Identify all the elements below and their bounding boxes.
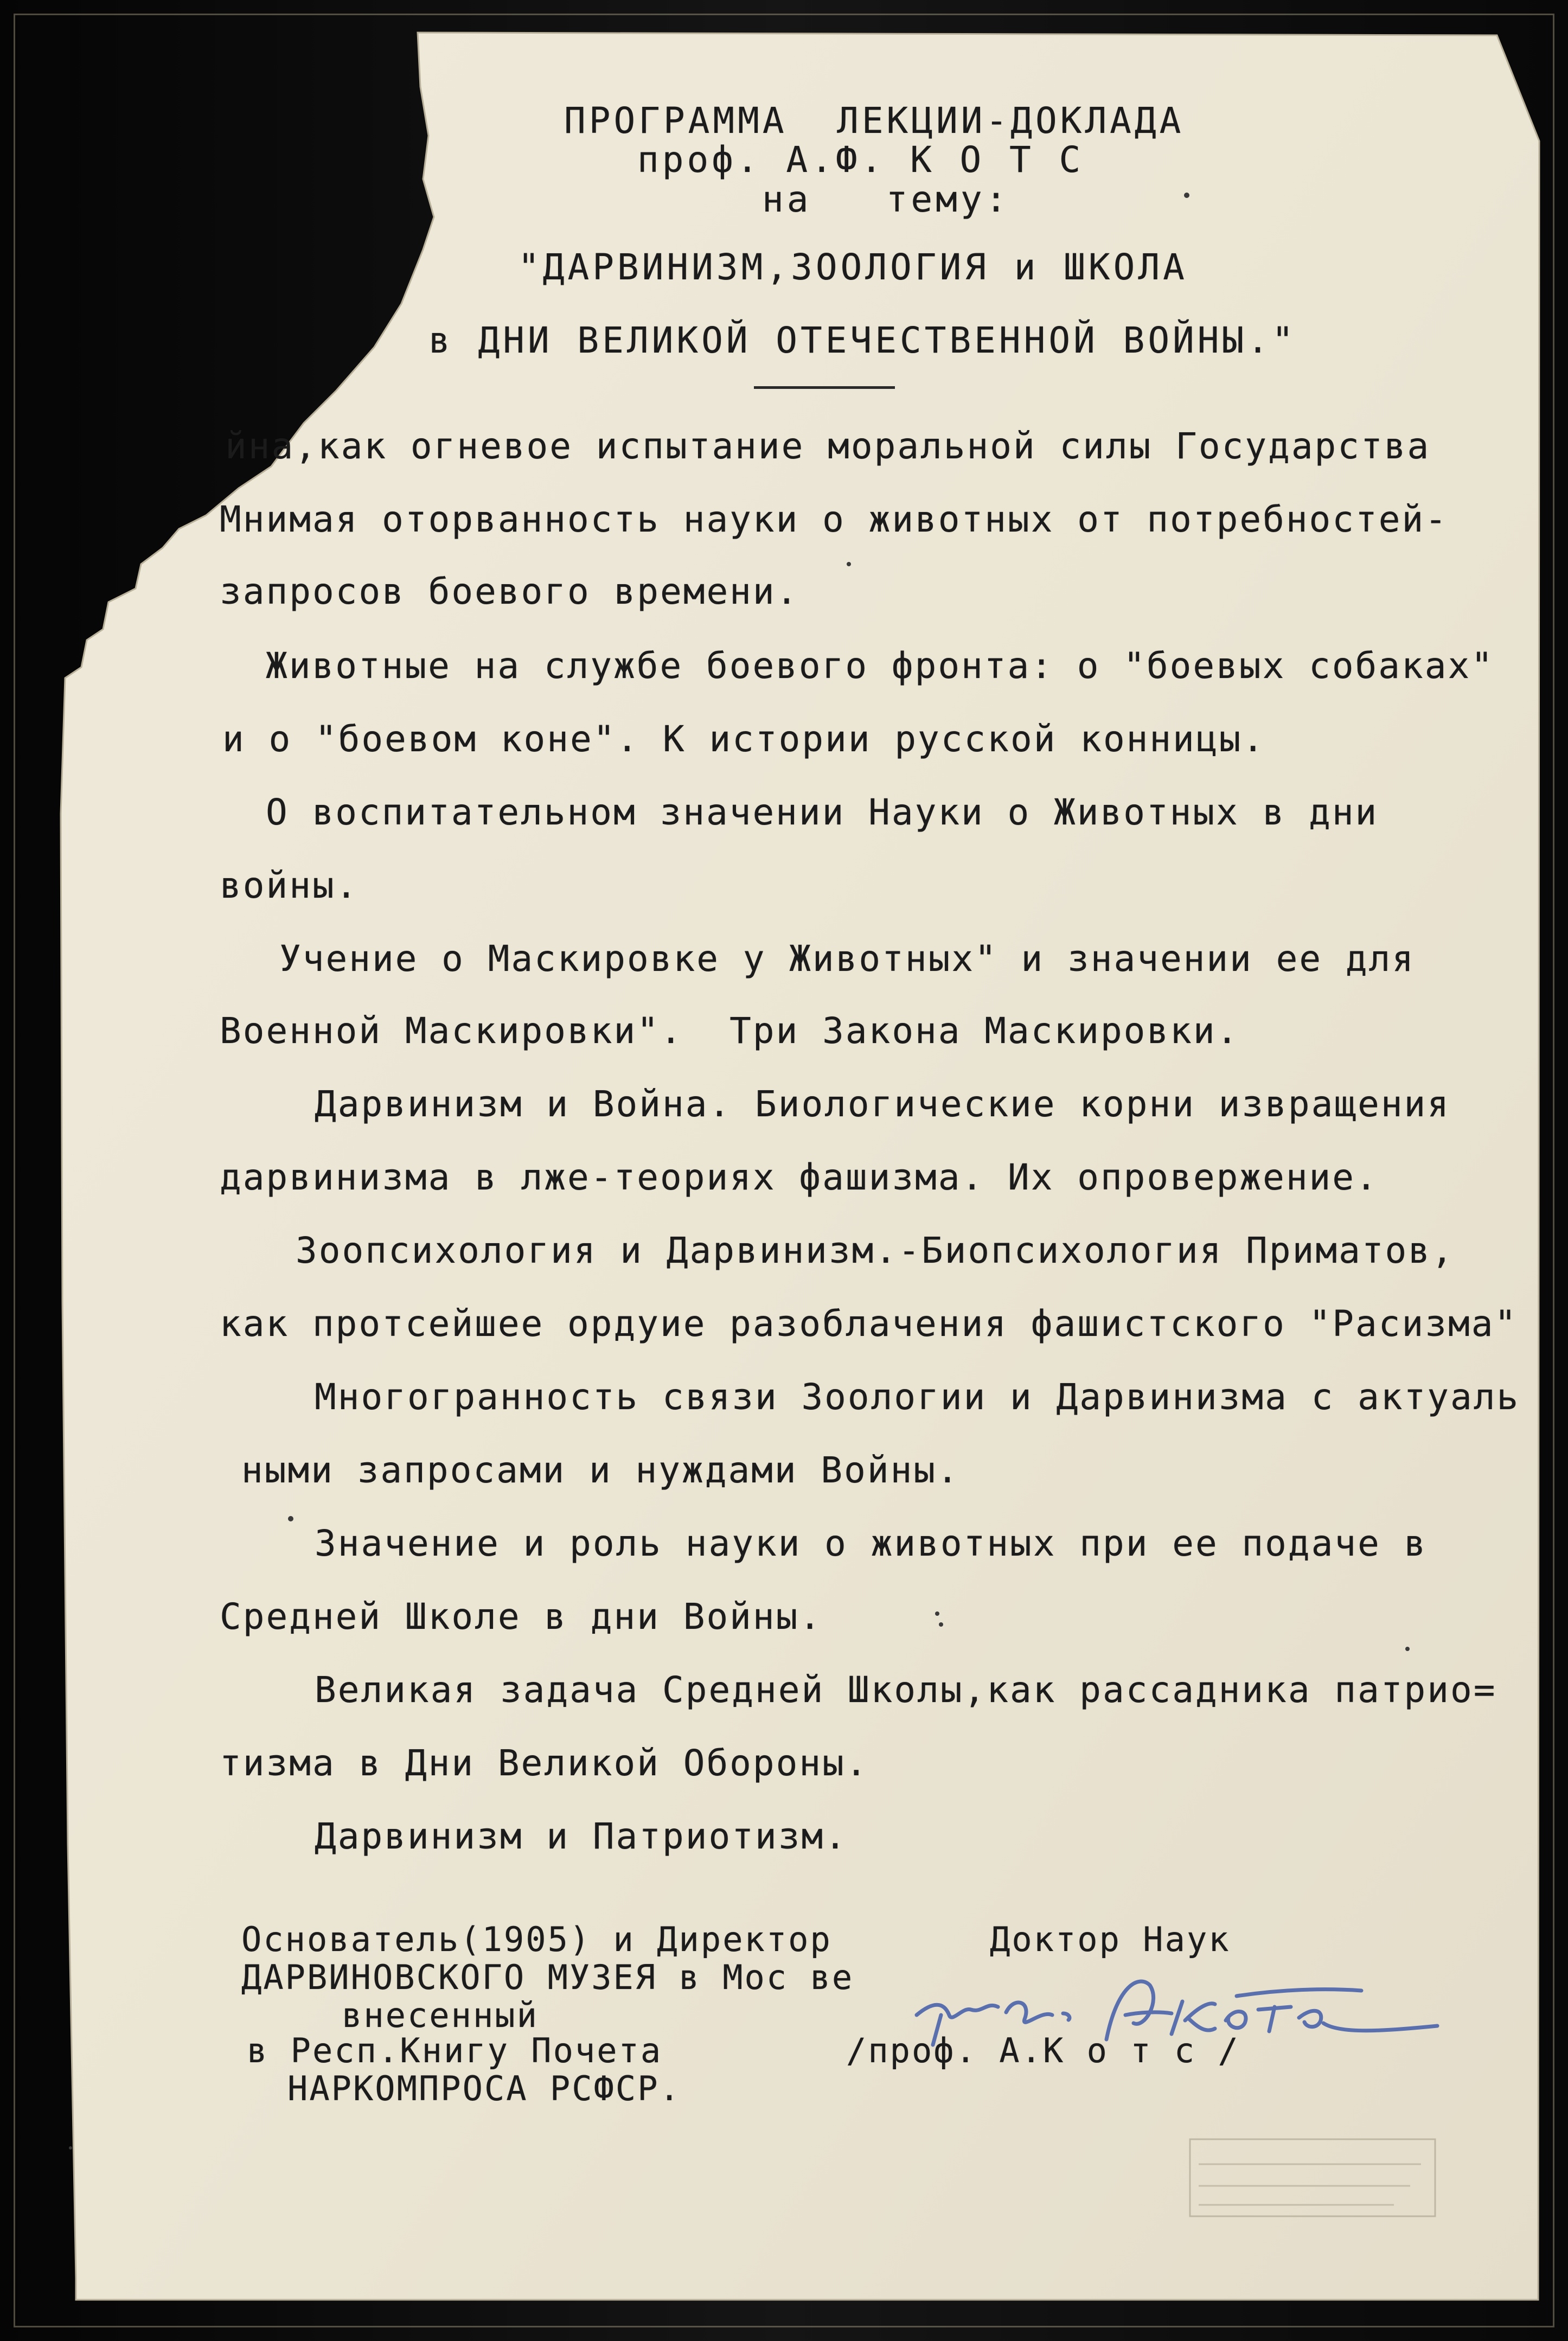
body-line-13: как протсейшее ордуие разоблачения фашистского "Расизма"	[220, 1303, 1518, 1345]
header-line-2: проф. А.Ф. К О Т С	[637, 139, 1084, 181]
body-line-7: войны.	[220, 865, 359, 906]
body-line-8: Учение о Маскировке у Животных" и значении ее для	[279, 938, 1416, 980]
body-line-11: дарвинизма в лже-теориях фашизма. Их опровержение.	[220, 1156, 1379, 1198]
title-line-1: "ДАРВИНИЗМ,ЗООЛОГИЯ и ШКОЛА	[518, 246, 1188, 288]
footer-left-line-5: НАРКОМПРОСА РСФСР.	[287, 2069, 681, 2108]
body-line-3: запросов боевого времени.	[220, 571, 799, 612]
title-line-2: в ДНИ ВЕЛИКОЙ ОТЕЧЕСТВЕННОЙ ВОЙНЫ."	[428, 319, 1297, 361]
footer-left-line-3: внесенный	[342, 1995, 539, 2035]
body-line-4: Животные на службе боевого фронта: о "боевых собаках"	[266, 645, 1494, 687]
body-line-6: О воспитательном значении Науки о Животных в дни	[266, 791, 1379, 833]
body-line-2: Мнимая оторванность науки о животных от потребностей-	[220, 498, 1448, 540]
body-line-16: Значение и роль науки о животных при ее подаче в	[315, 1523, 1428, 1564]
body-line-9: Военной Маскировки". Три Закона Маскировки.	[220, 1010, 1240, 1052]
header-line-3: на тему:	[762, 178, 1010, 220]
body-line-19: тизма в Дни Великой Обороны.	[220, 1742, 869, 1784]
body-line-1: йна,как огневое испытание моральной силы Государства	[225, 425, 1431, 467]
footer-right-name: /проф. А.К о т с /	[846, 2031, 1240, 2070]
body-line-5: и о "боевом коне". К истории русской конницы.	[222, 718, 1266, 760]
footer-left-line-1: Основатель(1905) и Директор	[241, 1920, 832, 1959]
body-line-14: Многогранность связи Зоологии и Дарвинизма с актуаль	[315, 1376, 1520, 1418]
body-line-12: Зоопсихология и Дарвинизм.-Биопсихология Приматов,	[296, 1230, 1455, 1271]
body-line-17: Средней Школе в дни Войны.	[220, 1596, 823, 1638]
footer-left-line-4: в Респ.Книгу Почета	[247, 2031, 663, 2070]
body-line-15: ными запросами и нуждами Войны.	[241, 1449, 960, 1491]
body-line-18: Великая задача Средней Школы,как рассадника патрио=	[315, 1669, 1497, 1711]
footer-right-title: Доктор Наук	[990, 1920, 1231, 1959]
header-line-1: ПРОГРАММА ЛЕКЦИИ-ДОКЛАДА	[564, 100, 1185, 142]
footer-left-line-2: ДАРВИНОВСКОГО МУЗЕЯ в Мос ве	[241, 1958, 854, 1997]
body-line-10: Дарвинизм и Война. Биологические корни извращения	[315, 1083, 1451, 1125]
body-line-20: Дарвинизм и Патриотизм.	[315, 1815, 848, 1857]
